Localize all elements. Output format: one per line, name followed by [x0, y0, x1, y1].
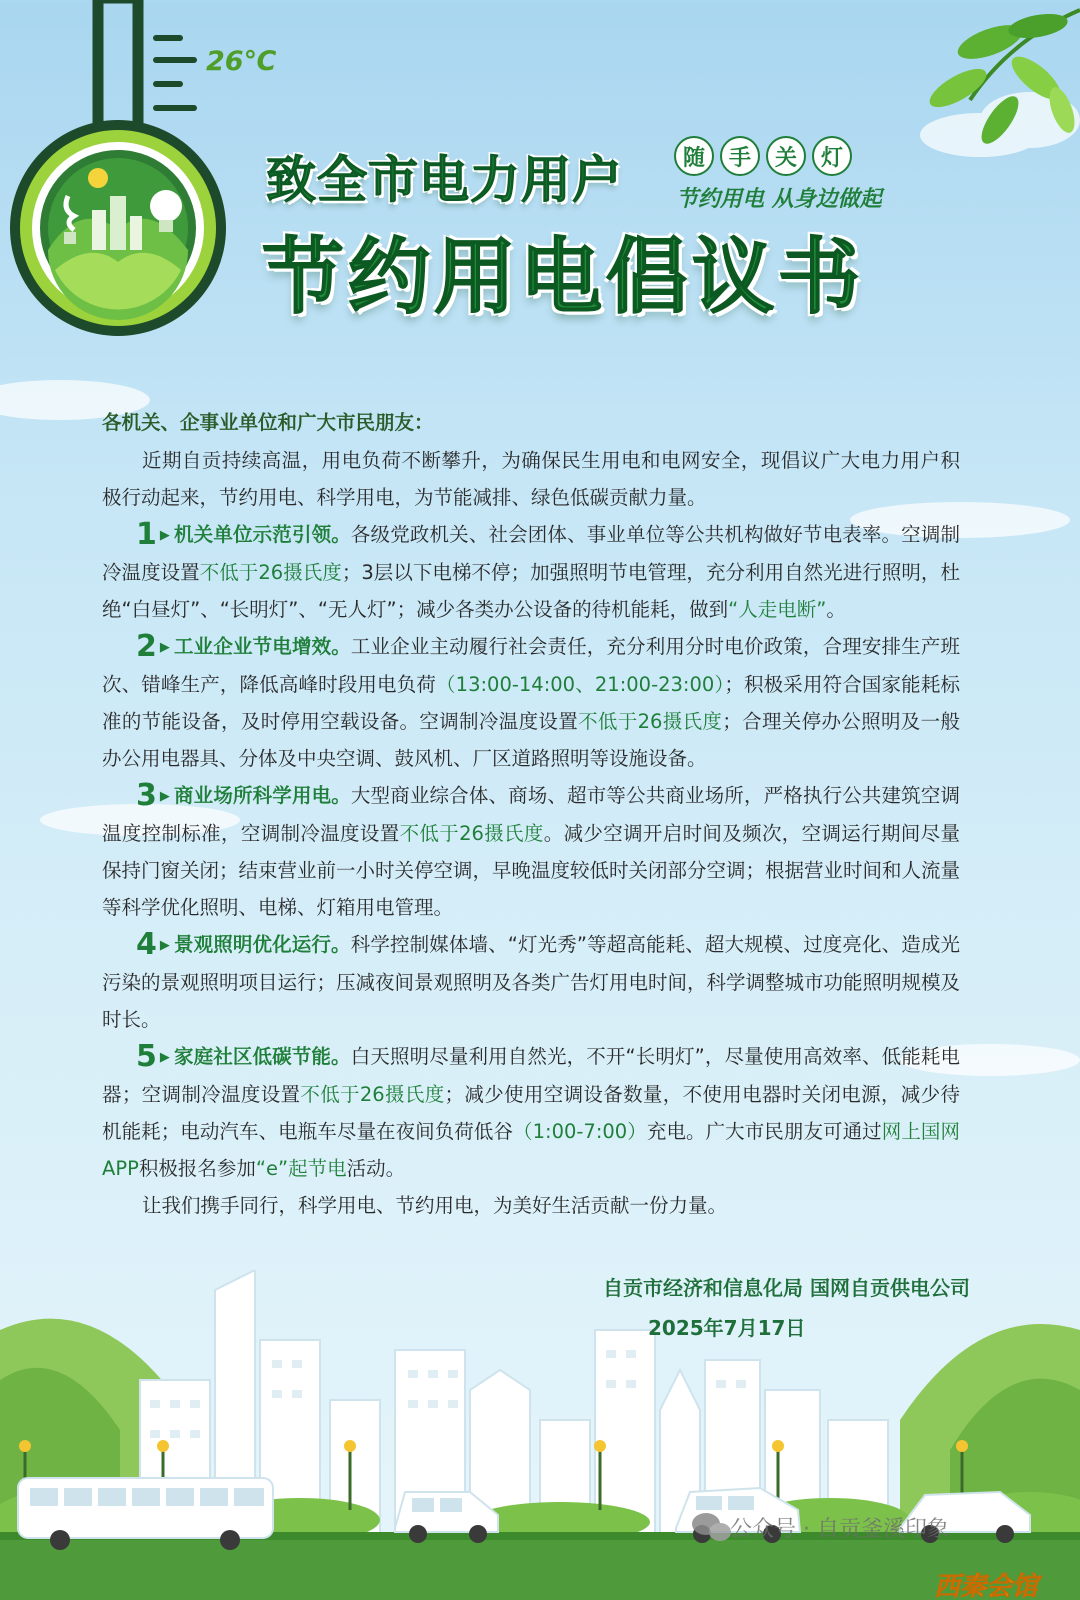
item-heading: 工业企业节电增效。 [173, 635, 351, 658]
item-heading: 商业场所科学用电。 [173, 784, 351, 807]
arrow-icon: ▶ [159, 938, 170, 953]
item-text: ；合理关停办公照明及一般办公用电器具、分体及中央空调、鼓风机、厂区道路照明等设施设备。 [102, 710, 960, 770]
highlight-text: （1:00-7:00） [513, 1120, 647, 1143]
highlight-text: “人走电断” [728, 598, 827, 621]
item-text: 充电。广大市民朋友可通过 [646, 1120, 882, 1143]
salutation: 各机关、企事业单位和广大市民朋友： [102, 411, 434, 434]
arrow-icon: ▶ [159, 1050, 170, 1065]
item-number: 2 [136, 629, 157, 664]
item-number: 4 [136, 927, 157, 962]
item-2 [102, 628, 960, 777]
title-line-1: 致全市电力用户 [266, 151, 623, 209]
item-text: 积极报名参加 [138, 1157, 256, 1180]
proposal-letter [102, 408, 960, 1224]
item-text: 。 [826, 598, 846, 621]
item-text: 活动。 [346, 1157, 406, 1180]
highlight-text: 网上国网APP [102, 1120, 960, 1180]
item-3 [102, 777, 960, 926]
highlight-text: “e”起节电 [255, 1157, 347, 1180]
title-line-2: 节约用电倡议书 [262, 230, 865, 325]
item-number: 1 [136, 517, 157, 552]
sun-icon [88, 168, 108, 188]
slogan-char: 灯 [812, 136, 852, 176]
arrow-icon: ▶ [159, 528, 170, 543]
slogan-char: 随 [674, 136, 714, 176]
highlight-text: 不低于26摄氏度 [199, 561, 342, 584]
slogan-subtitle: 节约用电 从身边做起 [676, 187, 882, 212]
item-heading: 家庭社区低碳节能。 [173, 1045, 351, 1068]
item-text: 各级党政机关、社会团体、事业单位等公共机构做好节电表率。空调制冷温度设置 [102, 523, 960, 584]
signer: 自贡市经济和信息化局 国网自贡供电公司 [603, 1276, 970, 1300]
highlight-text: 不低于26摄氏度 [399, 822, 544, 845]
slogan-circles [674, 136, 852, 176]
item-5 [102, 1038, 960, 1187]
city-scene [0, 1270, 1080, 1600]
leaf-icon [840, 0, 1080, 170]
arrow-icon: ▶ [159, 789, 170, 804]
item-text: 大型商业综合体、商场、超市等公共商业场所，严格执行公共建筑空调温度控制标准，空调制冷温度设置 [102, 784, 960, 845]
item-text: ；3层以下电梯不停；加强照明节电管理，充分利用自然光进行照明，杜绝“白昼灯”、“长明灯”、“无人灯”；减少各类办公设备的待机能耗，做到 [102, 561, 960, 621]
sign-date: 2025年7月17日 [648, 1316, 806, 1340]
closing-paragraph: 让我们携手同行，科学用电、节约用电，为美好生活贡献一份力量。 [142, 1194, 728, 1217]
corner-badge: 西秦会馆 [934, 1572, 1039, 1600]
item-text: 白天照明尽量利用自然光，不开“长明灯”，尽量使用高效率、低能耗电器；空调制冷温度设置 [102, 1045, 960, 1106]
item-text: ；减少使用空调设备数量，不使用电器时关闭电源，减少待机能耗；电动汽车、电瓶车尽量在夜间负荷低谷 [102, 1083, 960, 1143]
item-text: ；积极采用符合国家能耗标准的节能设备，及时停用空载设备。空调制冷温度设置 [102, 673, 960, 733]
watermark: 公众号 · 自贡釜溪印象 [730, 1517, 949, 1542]
item-number: 3 [136, 778, 157, 813]
item-1 [102, 516, 960, 628]
item-text: 工业企业主动履行社会责任，充分利用分时电价政策，合理安排生产班次、错峰生产，降低高峰时段用电负荷 [102, 635, 960, 696]
slogan-char: 关 [766, 136, 806, 176]
slogan-char: 手 [720, 136, 760, 176]
highlight-text: 不低于26摄氏度 [300, 1083, 445, 1106]
highlight-text: 不低于26摄氏度 [578, 710, 723, 733]
highlight-text: （13:00-14:00、21:00-23:00） [436, 673, 725, 696]
item-number: 5 [136, 1039, 157, 1074]
item-text: 科学控制媒体墙、“灯光秀”等超高能耗、超大规模、过度亮化、造成光污染的景观照明项目运行；压减夜间景观照明及各类广告灯用电时间，科学调整城市功能照明规模及时长。 [102, 933, 961, 1031]
temperature-readout: 26℃ [206, 46, 277, 77]
intro-paragraph: 近期自贡持续高温，用电负荷不断攀升，为确保民生用电和电网安全，现倡议广大电力用户积极行动起来，节约用电、科学用电，为节能减排、绿色低碳贡献力量。 [102, 449, 960, 509]
item-text: 。减少空调开启时间及频次，空调运行期间尽量保持门窗关闭；结束营业前一小时关停空调，早晚温度较低时关闭部分空调；根据营业时间和人流量等科学优化照明、电梯、灯箱用电管理。 [102, 822, 961, 919]
item-heading: 机关单位示范引领。 [173, 523, 351, 546]
item-heading: 景观照明优化运行。 [173, 933, 351, 956]
item-4 [102, 926, 960, 1038]
arrow-icon: ▶ [159, 640, 170, 655]
